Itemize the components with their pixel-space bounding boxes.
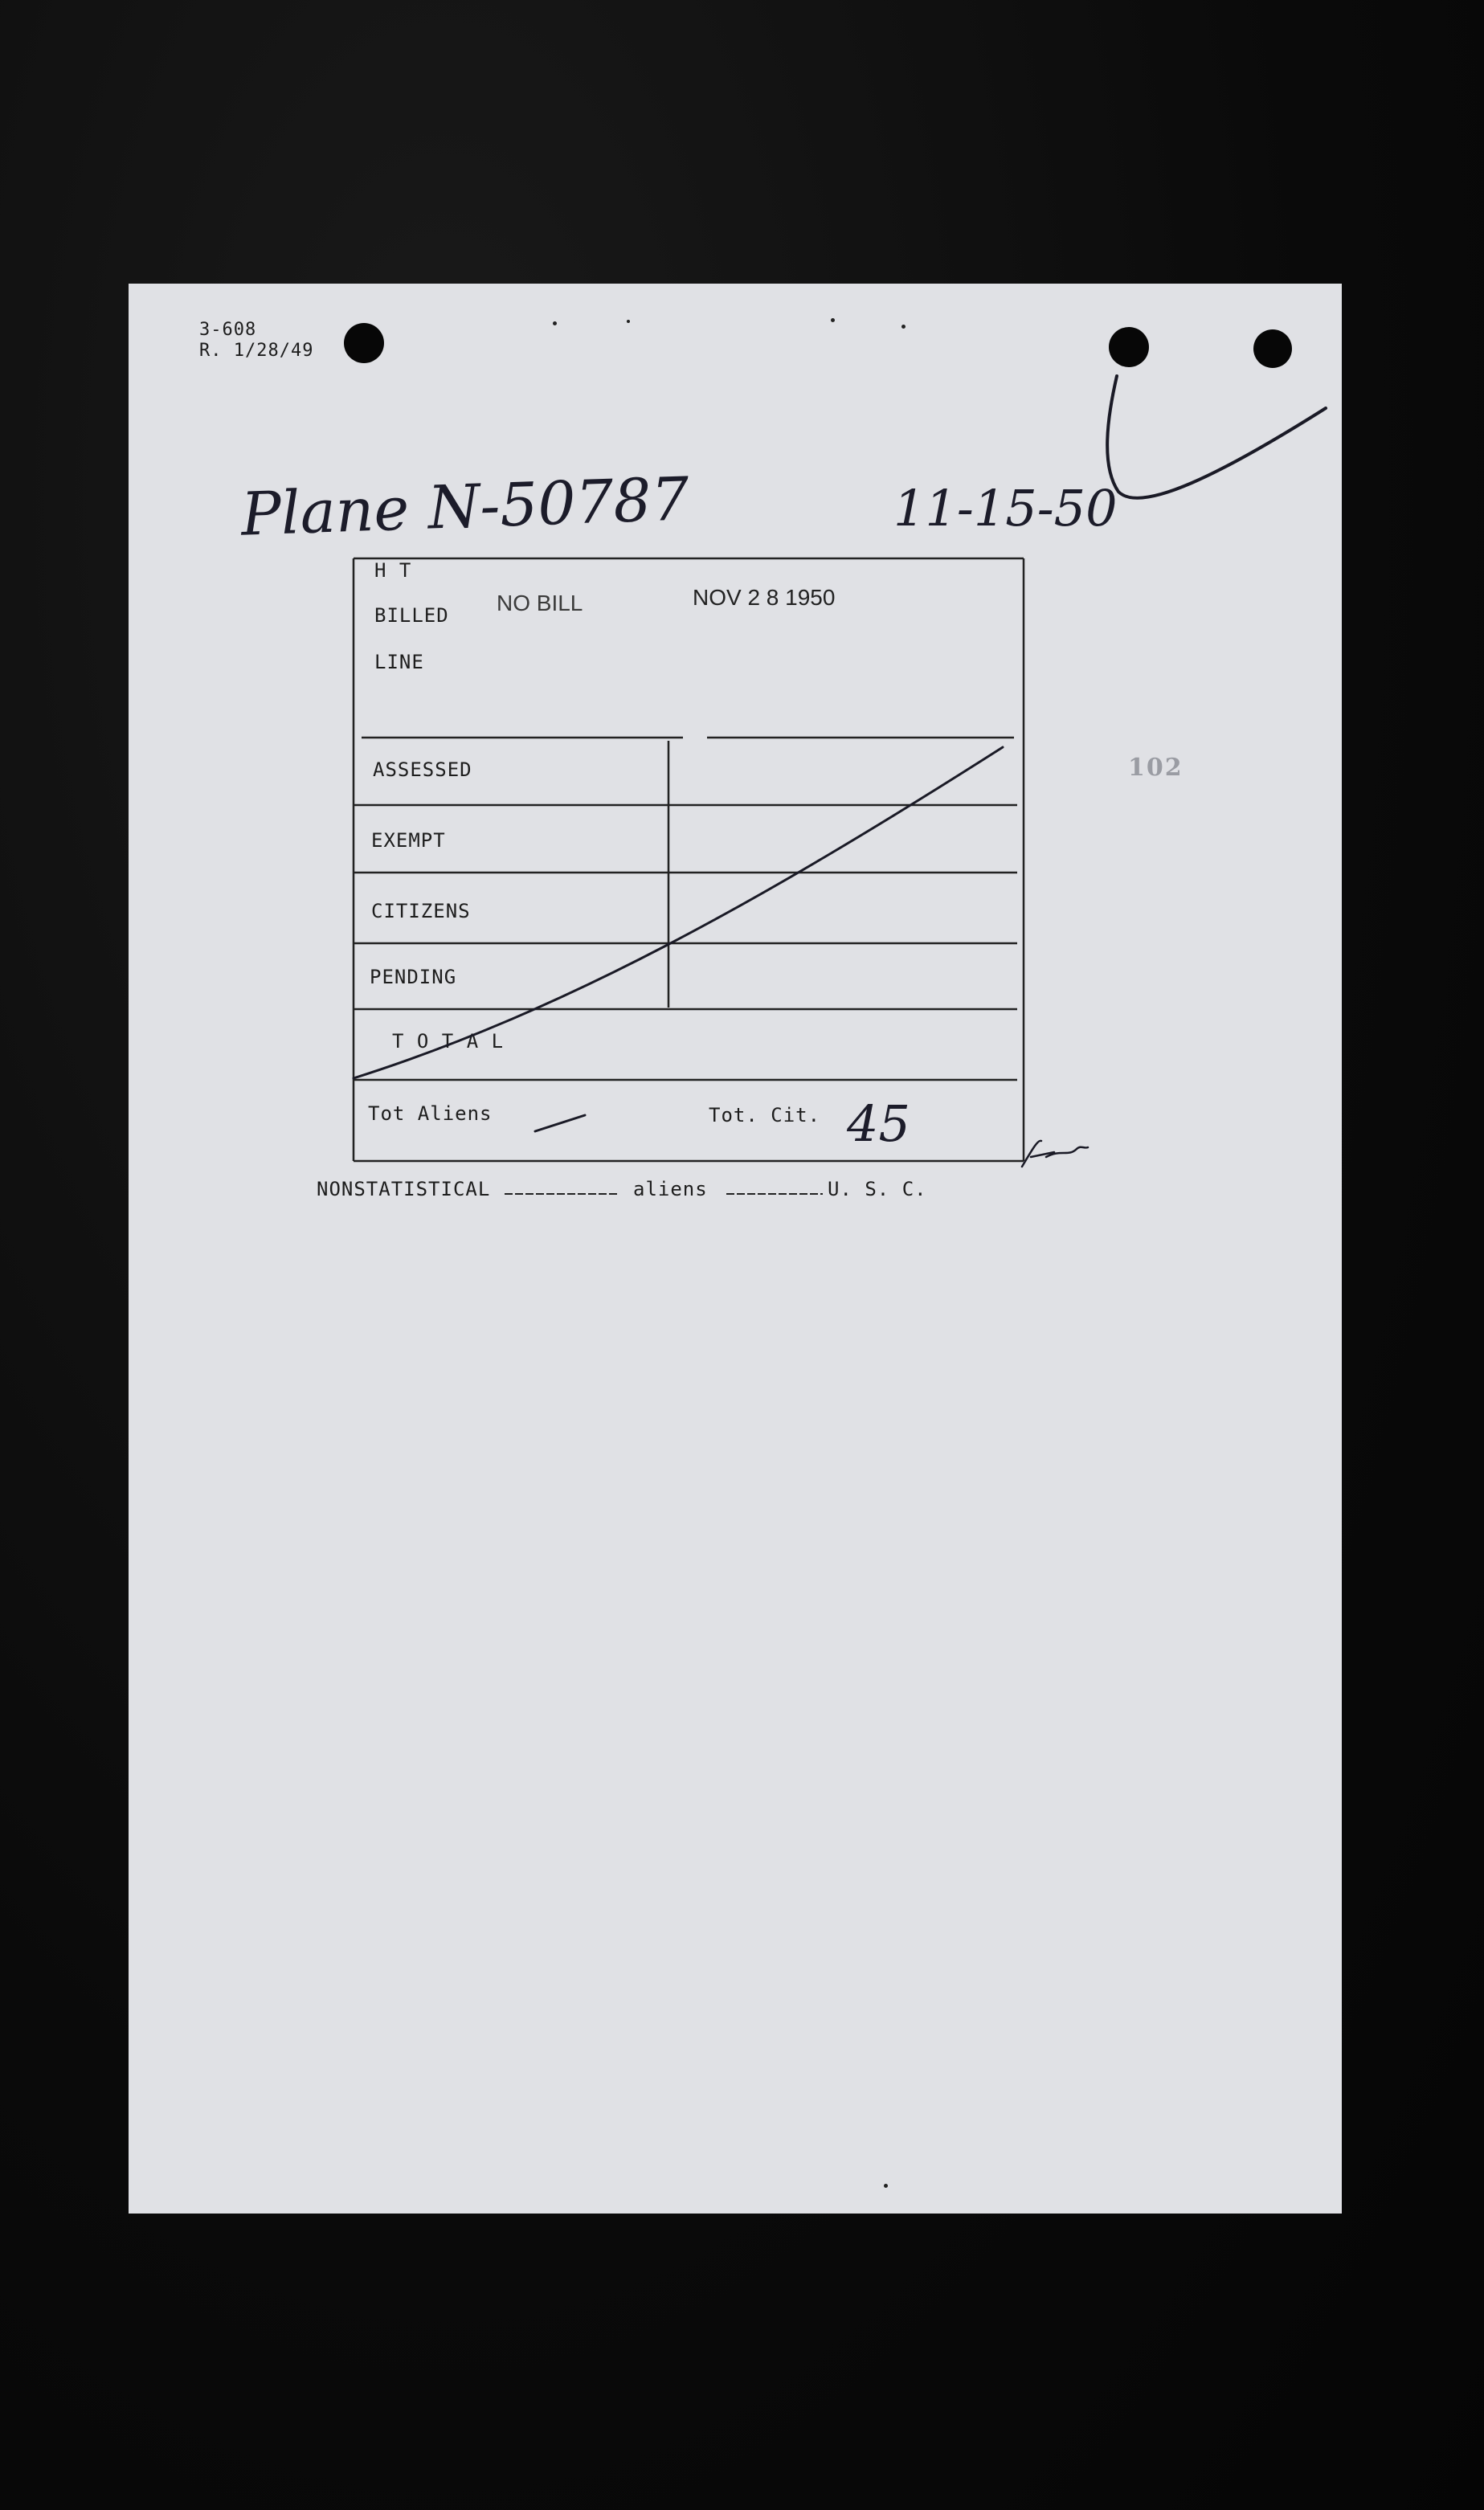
usc-label: U. S. C. <box>828 1178 927 1200</box>
aliens-label: aliens <box>633 1178 708 1200</box>
form-number: 3-608 <box>199 320 257 340</box>
punch-hole-right-1 <box>1109 327 1149 367</box>
billed-label: BILLED <box>374 604 449 627</box>
page-number-stamp: 102 <box>1128 754 1184 782</box>
form-revision: R. 1/28/49 <box>199 341 314 361</box>
no-bill-stamp: NO BILL <box>497 591 583 615</box>
handwritten-tot-cit-value: 45 <box>847 1094 910 1153</box>
punch-hole-left <box>344 323 384 363</box>
nonstatistical-label: NONSTATISTICAL <box>317 1178 491 1200</box>
date-stamp: NOV 2 8 1950 <box>693 585 836 610</box>
handwritten-date: 11-15-50 <box>893 479 1118 538</box>
pending-label: PENDING <box>370 966 457 988</box>
total-label: T O T A L <box>392 1030 505 1053</box>
punch-hole-right-2 <box>1253 329 1292 368</box>
assessed-label: ASSESSED <box>373 758 472 781</box>
line-label: LINE <box>374 651 424 673</box>
tot-cit-label: Tot. Cit. <box>709 1104 821 1126</box>
citizens-label: CITIZENS <box>371 900 471 922</box>
ht-label: H T <box>374 559 412 582</box>
document-page <box>129 284 1342 2214</box>
speck <box>901 325 906 329</box>
speck <box>884 2184 888 2188</box>
speck <box>627 320 630 323</box>
tot-aliens-label: Tot Aliens <box>368 1102 493 1125</box>
exempt-label: EXEMPT <box>371 829 446 852</box>
speck <box>553 321 557 325</box>
handwritten-plane-number: Plane N-50787 <box>239 464 691 550</box>
speck <box>831 318 835 322</box>
